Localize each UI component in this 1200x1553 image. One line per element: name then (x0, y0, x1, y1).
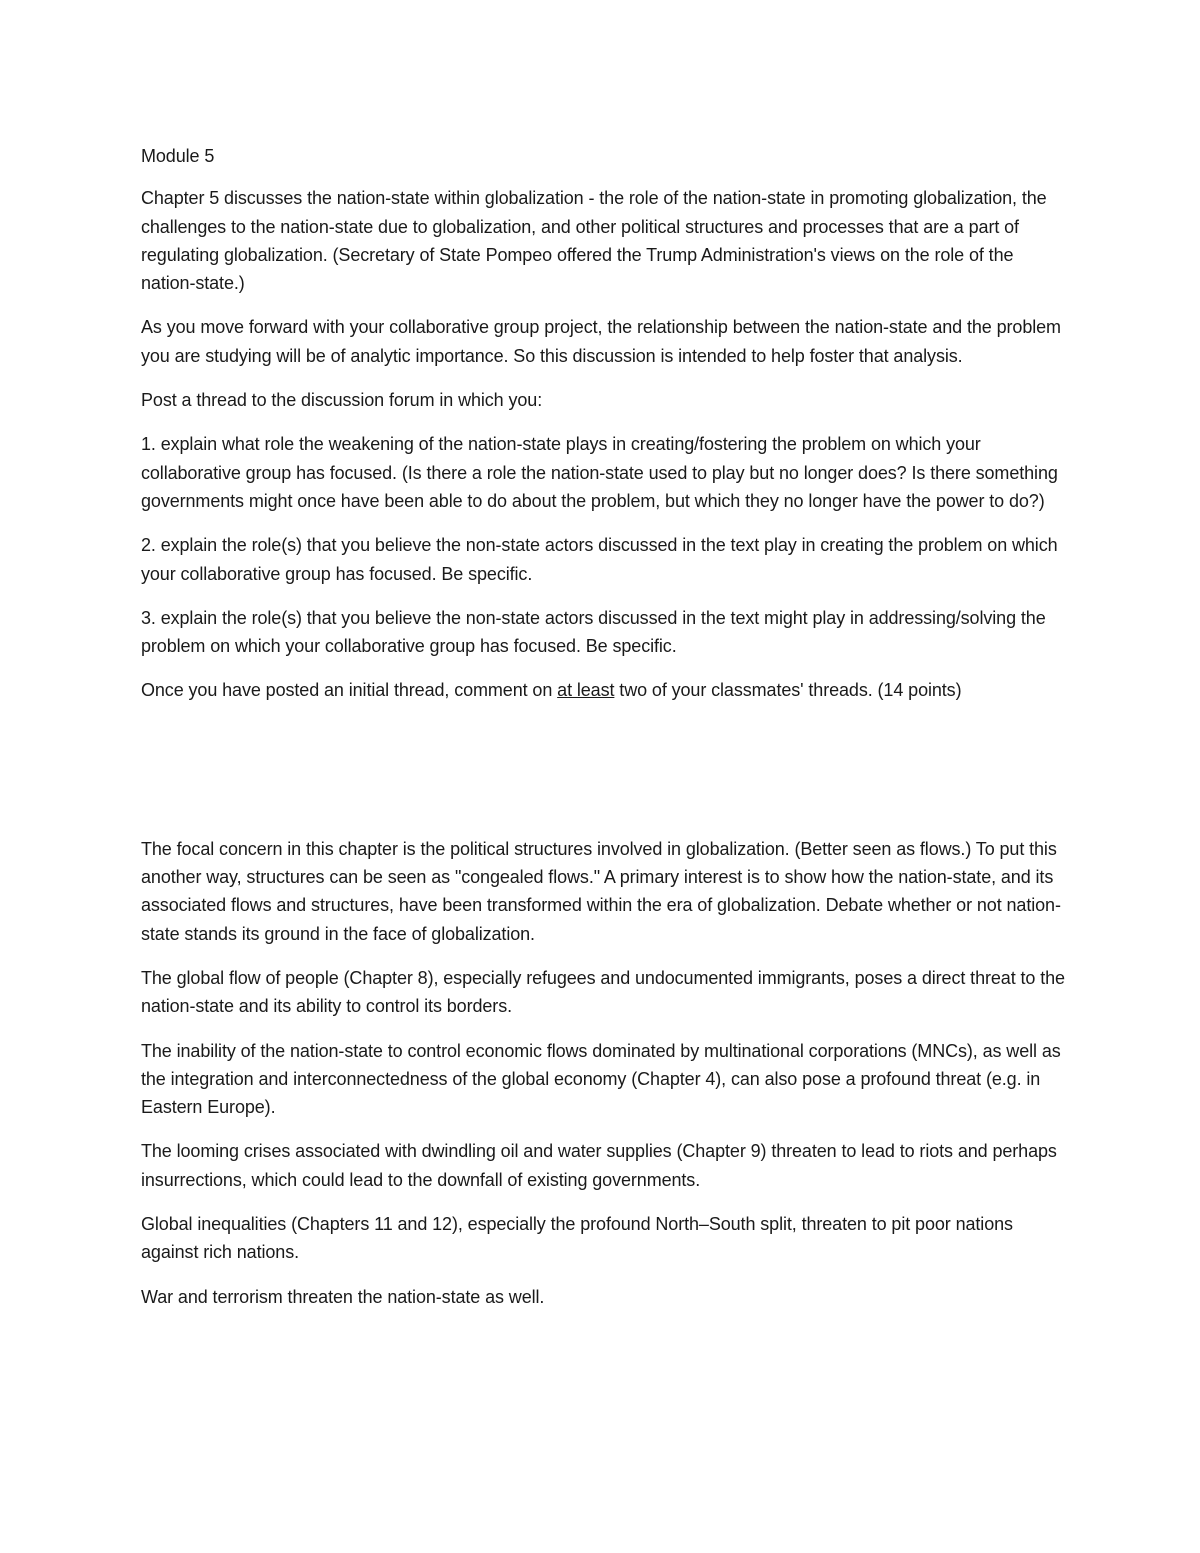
note-paragraph-5: Global inequalities (Chapters 11 and 12), especially the profound North–South split, threaten to pit poor nations against rich nations. (141, 1214, 1013, 1263)
prompt-paragraph: Post a thread to the discussion forum in which you: (141, 390, 543, 411)
closing-paragraph (141, 676, 1071, 704)
note-paragraph-3: The inability of the nation-state to control economic flows dominated by multinational corporations (MNCs), as well as the integration and interconnectedness of the global economy (Chapter 4), can also pose a profound threat (e.g. in Eastern Europe). (141, 1040, 1061, 1118)
section-spacer (141, 721, 1071, 835)
closing-emphasis: at least (557, 680, 615, 701)
document-page (141, 142, 1071, 1327)
closing-text-after: two of your classmates' threads. (14 points) (614, 680, 962, 701)
task-item-1: 1. explain what role the weakening of the nation-state plays in creating/fostering the problem on which your collaborative group has focused. (Is there a role the nation-state used to play but no longer does? Is there something governments might once have been able to do about the problem, but which they no longer have the power to do?) (141, 434, 1058, 511)
note-paragraph-2: The global flow of people (Chapter 8), especially refugees and undocumented immigrants, poses a direct threat to the nation-state and its ability to control its borders. (141, 967, 1065, 1017)
note-paragraph-4: The looming crises associated with dwindling oil and water supplies (Chapter 9) threaten to lead to riots and perhaps insurrections, which could lead to the downfall of existing governments. (141, 1141, 1057, 1190)
document-title: Module 5 (141, 146, 215, 166)
note-paragraph-6: War and terrorism threaten the nation-state as well. (141, 1286, 545, 1307)
closing-text-before: Once you have posted an initial thread, comment on (141, 680, 558, 701)
task-item-3: 3. explain the role(s) that you believe the non-state actors discussed in the text might play in addressing/solving the problem on which your collaborative group has focused. Be specific. (141, 607, 1046, 657)
context-paragraph: As you move forward with your collaborative group project, the relationship between the nation-state and the problem you are studying will be of analytic importance. So this discussion is intended to help foster that analysis. (141, 317, 1061, 366)
intro-paragraph: Chapter 5 discusses the nation-state within globalization - the role of the nation-state in promoting globalization, the challenges to the nation-state due to globalization, and other political structures and processes that are a part of regulating globalization. (Secretary of State Pompeo offered the Trump Administration's views on the role of the nation-state.) (141, 188, 1047, 294)
note-paragraph-1: The focal concern in this chapter is the political structures involved in globalization. (Better seen as flows.) To put this another way, structures can be seen as "congealed flows." A primary interest is to show how the nation-state, and its associated flows and structures, have been transformed within the era of globalization. Debate whether or not nation-state stands its ground in the face of globalization. (141, 838, 1061, 944)
task-item-2: 2. explain the role(s) that you believe the non-state actors discussed in the text play in creating the problem on which your collaborative group has focused. Be specific. (141, 535, 1058, 584)
